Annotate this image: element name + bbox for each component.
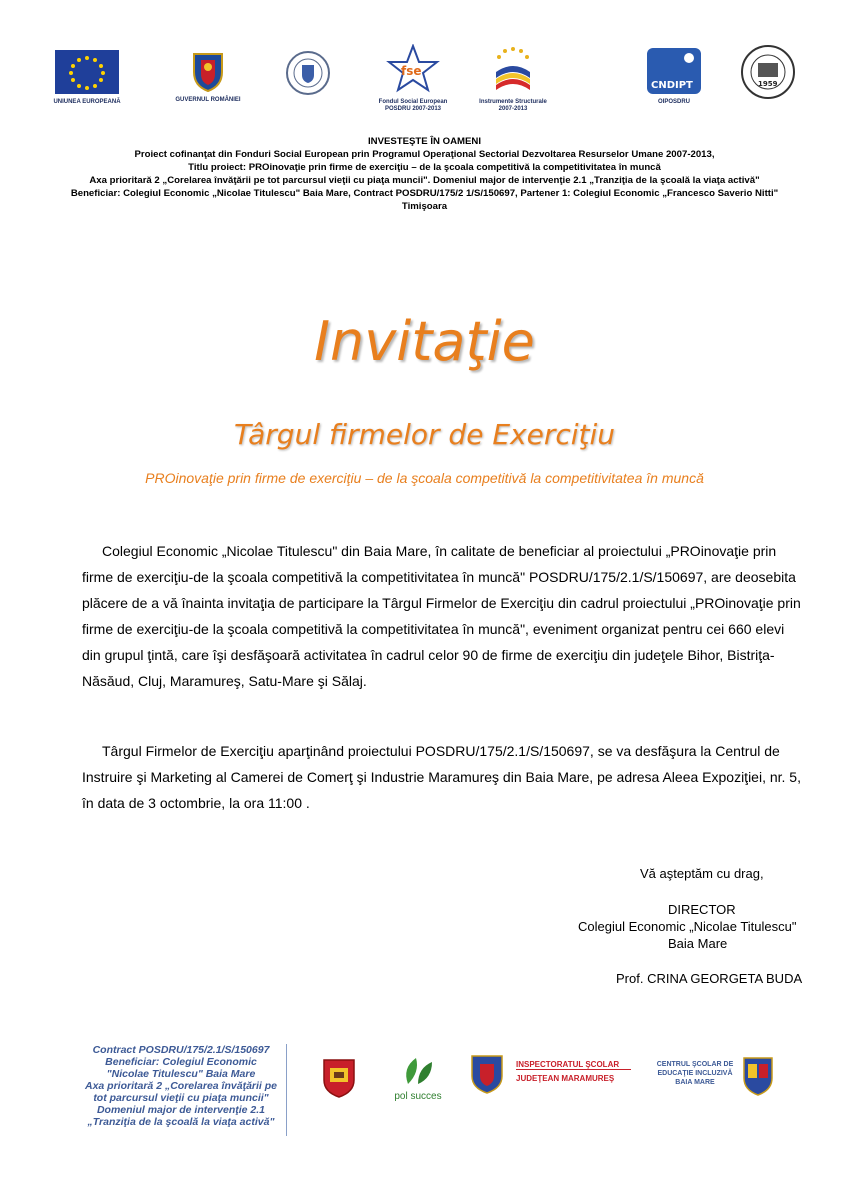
signatory-name: Prof. CRINA GEORGETA BUDA xyxy=(616,971,803,986)
header-line-1: INVESTEŞTE ÎN OAMENI xyxy=(367,136,481,147)
footer-contract-info xyxy=(80,1044,282,1128)
header-line-5: Beneficiar: Colegiul Economic „Nicolae Titulescu" Baia Mare, Contract POSDRU/175/2 1/S/150697, Partener 1: Colegiul Economic „Francesco Saverio Nitti" xyxy=(70,188,779,199)
paragraph-1-line: firme de exerciţiu-de la şcoala competitivă la competitivitatea în muncă" POSDRU/175/2.1/S/150697, are deosebita xyxy=(82,569,796,585)
is-sub: 2007-2013 xyxy=(498,106,528,112)
csei-line-3: BAIA MARE xyxy=(675,1079,715,1086)
project-tagline: PROinovaţie prin firme de exerciţiu – de la şcoala competitivă la competitivitatea în muncă xyxy=(145,470,704,486)
paragraph-1-line: firme de exerciţiu-de la şcoala competitivă la competitivitatea în muncă", eveniment organizat pentru cei 660 elevi xyxy=(82,621,785,637)
footer xyxy=(0,1040,849,1150)
body-paragraph-2 xyxy=(82,738,801,816)
fse-logo xyxy=(373,44,453,113)
is-logo xyxy=(478,44,548,113)
header-line-3: Titlu proiect: PROinovaţie prin firme de exerciţiu – de la şcoala competitivă la competitivitatea în muncă xyxy=(188,162,661,173)
county-crest-icon xyxy=(322,1058,356,1098)
contract-line: Axa prioritară 2 „Corelarea învăţării pe xyxy=(85,1080,277,1092)
fse-star-icon xyxy=(385,44,441,94)
footer-divider xyxy=(286,1044,287,1136)
gov-logo xyxy=(168,50,248,104)
logo-strip xyxy=(0,38,849,118)
signature-role: DIRECTOR xyxy=(668,902,736,917)
ministry-logo xyxy=(283,50,333,101)
paragraph-2-line: Instruire şi Marketing al Camerei de Comerţ şi Industrie Maramureş din Baia Mare, pe adresa Aleea Expoziţiei, nr. 5, xyxy=(82,769,801,785)
contract-line: Contract POSDRU/175/2.1/S/150697 xyxy=(92,1044,270,1056)
pol-succes-logo xyxy=(388,1054,448,1102)
closing-greeting: Vă aşteptăm cu drag, xyxy=(640,866,764,881)
isj-line-2: JUDEŢEAN MARAMUREŞ xyxy=(516,1074,615,1083)
romania-coat-of-arms-icon xyxy=(191,50,225,92)
contract-line: tot parcursul vieţii cu piaţa muncii" xyxy=(93,1092,269,1104)
isj-line-1: INSPECTORATUL ŞCOLAR xyxy=(516,1060,631,1070)
signature-school: Colegiul Economic „Nicolae Titulescu" xyxy=(578,919,797,934)
project-header xyxy=(20,135,829,213)
leaf-icon xyxy=(398,1054,438,1086)
signature-city: Baia Mare xyxy=(668,936,728,951)
svg-text:CNDIPT: CNDIPT xyxy=(651,80,693,91)
eu-caption: UNIUNEA EUROPEANĂ xyxy=(53,99,121,105)
paragraph-1-line: Năsăud, Cluj, Maramureş, Satu-Mare şi Sălaj. xyxy=(82,673,367,689)
cndipt-icon xyxy=(647,48,701,94)
body-paragraph-1 xyxy=(82,538,801,694)
structural-instruments-icon xyxy=(488,44,538,94)
page-title: Invitaţie xyxy=(314,310,535,373)
eu-flag-icon xyxy=(55,50,119,94)
school-logo xyxy=(738,44,798,105)
csei-line-1: CENTRUL ŞCOLAR DE xyxy=(656,1061,734,1068)
gov-caption: GUVERNUL ROMÂNIEI xyxy=(175,97,241,103)
svg-text:1959: 1959 xyxy=(758,80,778,88)
paragraph-2-line: Târgul Firmelor de Exerciţiu aparţinând proiectului POSDRU/175/2.1/S/150697, se va desfăşura la Centrul de xyxy=(102,743,780,759)
cndipt-logo xyxy=(644,48,704,106)
school-seal-icon xyxy=(740,44,796,100)
contract-line: „Tranziţia de la şcoală la viaţa activă" xyxy=(87,1116,275,1128)
contract-line: Beneficiar: Colegiul Economic xyxy=(105,1056,257,1068)
paragraph-1-line: plăcere de a vă înainta invitaţia de participare la Târgul Firmelor de Exerciţiu din cadrul proiectului „PROinovaţie prin xyxy=(82,595,801,611)
pol-succes-text: pol succes xyxy=(394,1091,442,1102)
oiposdru-caption: OIPOSDRU xyxy=(657,99,690,105)
ministry-seal-icon xyxy=(285,50,331,96)
paragraph-1-line: Colegiul Economic „Nicolae Titulescu" din Baia Mare, în calitate de beneficiar al proiectului „PROinovaţie prin xyxy=(102,543,777,559)
contract-line: Domeniul major de intervenţie 2.1 xyxy=(96,1104,266,1116)
header-line-2: Proiect cofinanţat din Fonduri Social European prin Programul Operaţional Sectorial Dezvoltarea Resurselor Umane 2007-2013, xyxy=(134,149,715,160)
contract-line: "Nicolae Titulescu" Baia Mare xyxy=(106,1068,256,1080)
is-caption: Instrumente Structurale xyxy=(479,99,547,105)
svg-text:fse: fse xyxy=(401,64,422,78)
event-subtitle: Târgul firmelor de Exerciţiu xyxy=(233,418,616,451)
csei-line-2: EDUCAŢIE INCLUZIVĂ xyxy=(657,1070,733,1077)
header-line-6: Timişoara xyxy=(401,201,448,212)
isj-crest-icon xyxy=(470,1054,504,1094)
paragraph-1-line: din grupul ţintă, care îşi desfăşoară activitatea în cadrul celor 90 de firme de exerciţiu din judeţele Bihor, Bistriţa- xyxy=(82,647,775,663)
eu-logo xyxy=(52,50,122,106)
csei-crest-icon xyxy=(740,1054,776,1096)
fse-sub: POSDRU 2007-2013 xyxy=(384,106,442,112)
fse-caption: Fondul Social European xyxy=(378,99,448,105)
header-line-4: Axa prioritară 2 „Corelarea învăţării pe tot parcursul vieţii cu piaţa muncii". Domeniul major de intervenţie 2.1 „Tranziţia de la şcoală la viaţa activă" xyxy=(89,175,760,186)
paragraph-2-line: în data de 3 octombrie, la ora 11:00 . xyxy=(82,795,310,811)
